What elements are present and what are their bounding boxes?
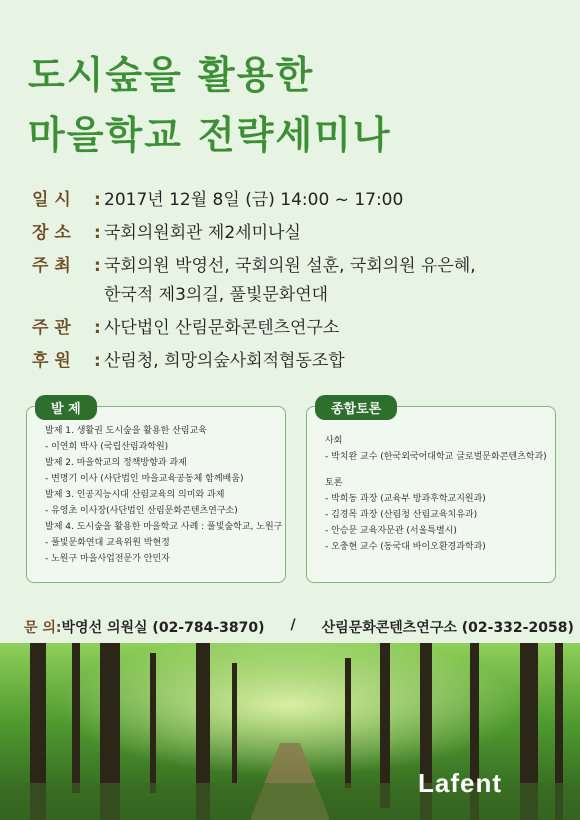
panel-label: 토론	[325, 478, 343, 488]
info-value: 2017년 12월 8일 (금) 14:00 ~ 17:00	[104, 190, 404, 210]
info-label: 일 시	[32, 190, 71, 210]
discussion-heading: 종합토론	[315, 395, 397, 420]
info-label: 주 최	[32, 256, 71, 276]
list-item: - 유영초 이사장(사단법인 산림문화콘텐츠연구소)	[45, 506, 238, 516]
info-value: 국회의원회관 제2세미나실	[104, 223, 301, 243]
info-date: 일 시 : 2017년 12월 8일 (금) 14:00 ~ 17:00	[32, 186, 562, 215]
list-item: 발제 1. 생활권 도시숲을 활용한 산림교육	[45, 426, 207, 436]
title-line-1: 도시숲을 활용한	[28, 52, 315, 97]
list-item: - 변명기 이사 (사단법인 마을교육공동체 함께배움)	[45, 474, 244, 484]
title-line-2: 마을학교 전략세미나	[28, 112, 392, 157]
list-item: 발제 3. 인공지능시대 산림교육의 의미와 과제	[45, 490, 225, 500]
info-sponsor: 후 원 : 산림청, 희망의숲사회적협동조합	[32, 347, 562, 376]
presentation-box	[26, 402, 286, 583]
info-venue: 장 소 : 국회의원회관 제2세미나실	[32, 219, 562, 248]
contact-label: 문 의:	[24, 620, 62, 636]
list-item: - 안승문 교육자문관 (서울특별시)	[325, 526, 457, 536]
event-info	[32, 186, 562, 380]
info-label: 장 소	[32, 223, 71, 243]
list-item: - 오충현 교수 (동국대 바이오환경과학과)	[325, 542, 486, 552]
info-label: 주 관	[32, 318, 71, 338]
discussion-box	[306, 402, 556, 583]
list-item: 발제 4. 도시숲을 활용한 마을학교 사례 : 풀빛숲학교, 노원구	[45, 522, 283, 532]
info-value: 사단법인 산림문화콘텐츠연구소	[104, 318, 340, 338]
list-item: - 박치완 교수 (한국외국어대학교 글로벌문화콘텐츠학과)	[325, 452, 547, 462]
contact-line	[24, 617, 574, 637]
list-item: - 김경목 과장 (산림청 산림교육치유과)	[325, 510, 478, 520]
info-label: 후 원	[32, 351, 71, 371]
list-item: - 박희동 과장 (교육부 방과후학교지원과)	[325, 494, 486, 504]
list-item: - 노원구 마을사업전문가 안민자	[45, 554, 170, 564]
presentation-heading: 발 제	[35, 395, 97, 420]
info-value: 산림청, 희망의숲사회적협동조합	[104, 351, 345, 371]
brand-logo: Lafent	[418, 768, 502, 798]
list-item: 발제 2. 마을학교의 정책방향과 과제	[45, 458, 187, 468]
contact-separator: /	[290, 617, 296, 633]
info-host: 주 최 : 국회의원 박영선, 국회의원 설훈, 국회의원 유은혜, 한국적 제3의길, 풀빛문화연대	[32, 252, 562, 310]
info-value: 한국적 제3의길, 풀빛문화연대	[104, 285, 329, 305]
contact-1: 박영선 의원실 (02-784-3870)	[61, 620, 265, 636]
moderator-label: 사회	[325, 436, 343, 446]
info-organizer: 주 관 : 사단법인 산림문화콘텐츠연구소	[32, 314, 562, 343]
contact-2: 산림문화콘텐츠연구소 (02-332-2058)	[321, 620, 574, 636]
list-item: - 풀빛문화연대 교육위원 박현정	[45, 538, 170, 548]
list-item: - 이연희 박사 (국립산림과학원)	[45, 442, 169, 452]
info-value: 국회의원 박영선, 국회의원 설훈, 국회의원 유은혜,	[104, 256, 476, 276]
